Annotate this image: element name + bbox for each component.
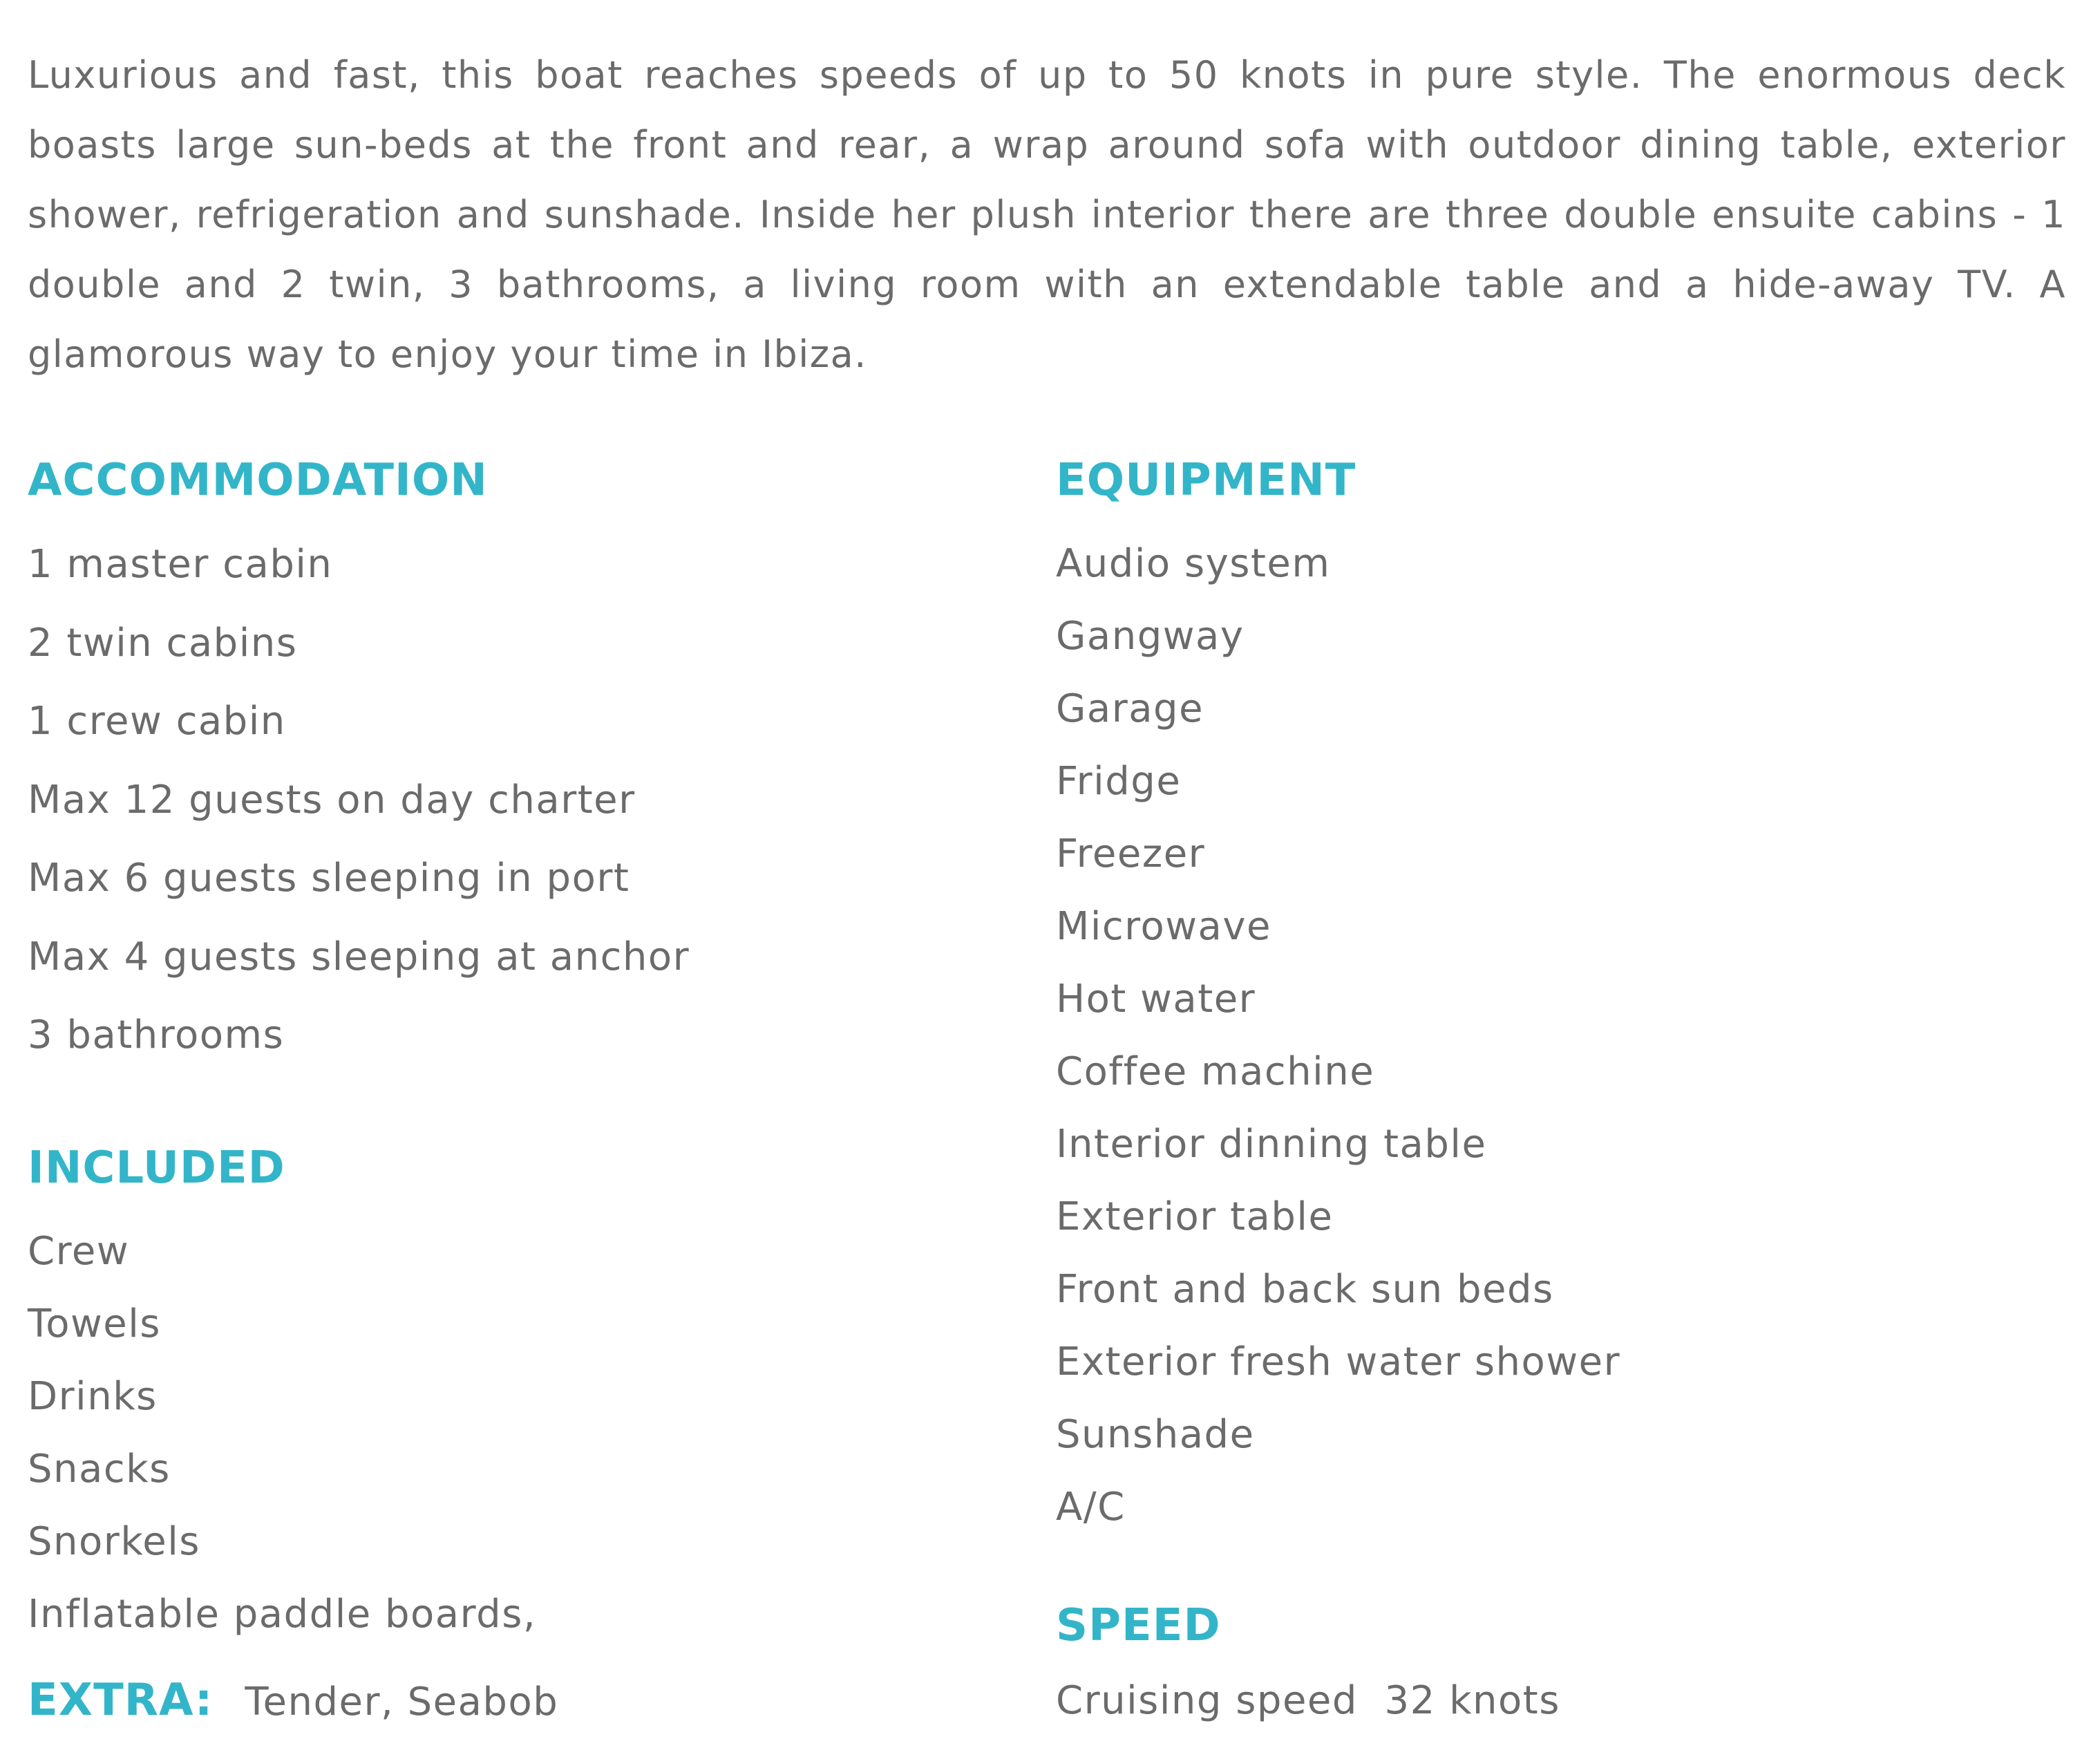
- included-item: Inflatable paddle boards,: [28, 1592, 537, 1637]
- extra-value: Tender, Seabob: [245, 1680, 559, 1724]
- accommodation-item: 2 twin cabins: [28, 620, 298, 666]
- equipment-item: Audio system: [1056, 541, 1331, 586]
- included-heading: INCLUDED: [28, 1143, 285, 1194]
- equipment-item: Coffee machine: [1056, 1049, 1375, 1094]
- equipment-item: Gangway: [1056, 614, 1245, 659]
- equipment-item: Microwave: [1056, 904, 1271, 949]
- equipment-item: Fridge: [1056, 759, 1182, 804]
- included-item: Snacks: [28, 1447, 171, 1492]
- equipment-item: Hot water: [1056, 977, 1256, 1022]
- equipment-item: Exterior fresh water shower: [1056, 1340, 1621, 1384]
- included-list: [28, 1215, 536, 1651]
- speed-list: [1056, 1664, 1560, 1737]
- accommodation-item: 1 master cabin: [28, 542, 333, 587]
- accommodation-item: Max 4 guests sleeping at anchor: [28, 934, 690, 979]
- included-item: Crew: [28, 1229, 130, 1274]
- accommodation-item: Max 12 guests on day charter: [28, 777, 636, 822]
- equipment-item: Exterior table: [1056, 1194, 1334, 1239]
- equipment-item: Sunshade: [1056, 1412, 1255, 1457]
- equipment-list: [1056, 527, 1620, 1543]
- accommodation-heading: ACCOMMODATION: [28, 455, 488, 506]
- included-item: Drinks: [28, 1374, 158, 1419]
- extra-label: EXTRA:: [28, 1675, 214, 1726]
- speed-heading: SPEED: [1056, 1600, 1221, 1651]
- equipment-item: Interior dinning table: [1056, 1122, 1487, 1167]
- equipment-heading: EQUIPMENT: [1056, 455, 1356, 506]
- equipment-item: Freezer: [1056, 831, 1206, 876]
- equipment-item: A/C: [1056, 1485, 1126, 1530]
- included-item: Towels: [28, 1301, 161, 1346]
- equipment-item: Garage: [1056, 686, 1204, 731]
- accommodation-item: 1 crew cabin: [28, 699, 286, 744]
- intro-paragraph: Luxurious and fast, this boat reaches speeds of up to 50 knots in pure style. The enormous deck boasts large sun-beds at the front and rear, a wrap around sofa with outdoor dining table, exterior shower, refrigeration and sunshade. Inside her plush interior there are three double ensuite cabins - 1 double and 2 twin, 3 bathrooms, a living room with an extendable table and a hide-away TV. A glamorous way to enjoy your time in Ibiza.: [28, 53, 2066, 376]
- accommodation-item: 3 bathrooms: [28, 1013, 285, 1058]
- equipment-item: Front and back sun beds: [1056, 1267, 1554, 1312]
- included-item: Snorkels: [28, 1519, 200, 1564]
- extra-row: [28, 1673, 558, 1728]
- accommodation-list: [28, 525, 690, 1075]
- accommodation-item: Max 6 guests sleeping in port: [28, 856, 630, 901]
- speed-item: Cruising speed 32 knots: [1056, 1678, 1560, 1723]
